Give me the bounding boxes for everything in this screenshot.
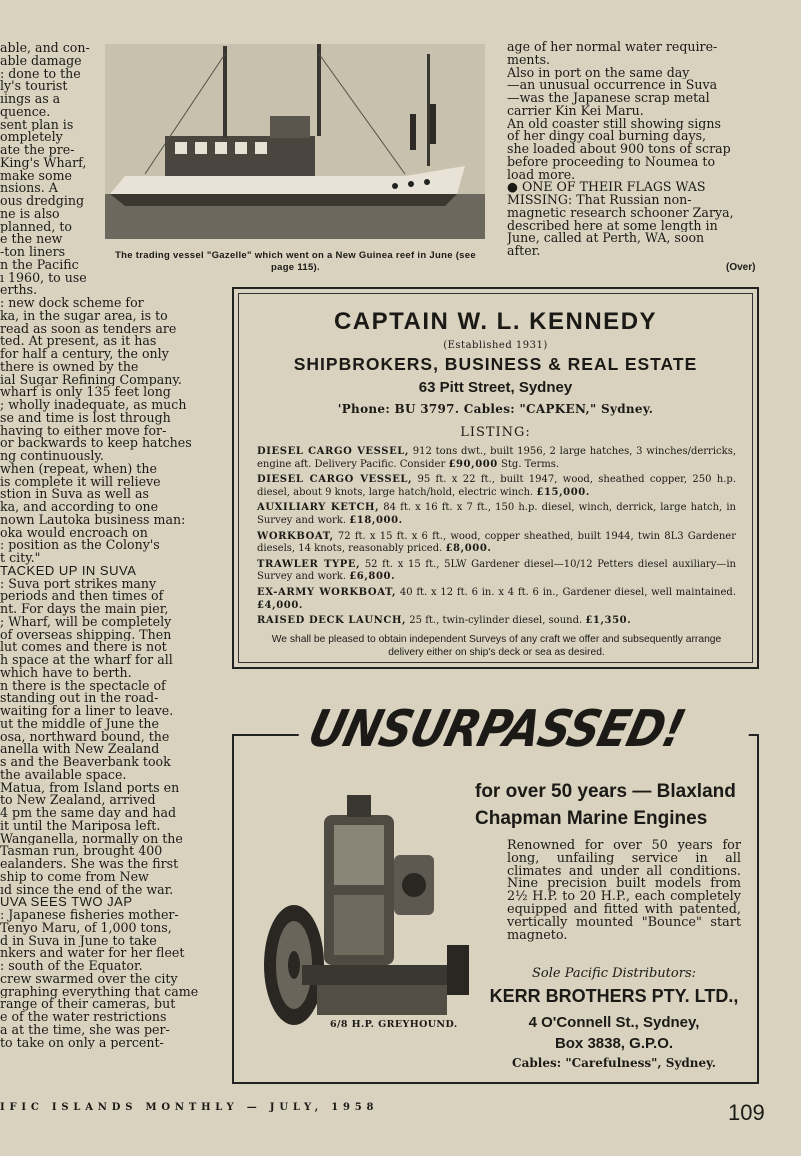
- text-line: h space at the wharf for all: [0, 654, 173, 667]
- text-line: t city.": [0, 552, 41, 565]
- listing-item-text: 84 ft. x 16 ft. x 7 ft., 150 h.p. diesel, winch, derrick, large hatch, in Survey and work.: [257, 502, 736, 526]
- text-line: ship to come from New: [0, 870, 149, 884]
- distributor-firm: KERR BROTHERS PTY. LTD.,: [489, 986, 739, 1006]
- text-line: ous dredging: [0, 195, 85, 208]
- text-line: d in Suva in June to take: [0, 934, 157, 948]
- right-column: [507, 41, 761, 258]
- text-line: make some: [0, 169, 72, 183]
- page-number: 109: [728, 1100, 765, 1125]
- engine-illustration: [262, 795, 477, 1030]
- listing-item: [257, 559, 736, 584]
- text-line: it until the Mariposa left.: [0, 819, 161, 833]
- text-line: ate the pre-: [0, 144, 75, 157]
- listing-item-title: DIESEL CARGO VESSEL,: [257, 474, 413, 486]
- listing-item-title: TRAWLER TYPE,: [257, 558, 361, 570]
- listing-item-title: AUXILIARY KETCH,: [257, 502, 380, 514]
- listing-item-price: £8,000.: [445, 543, 492, 555]
- text-line: when (repeat, when) the: [0, 462, 157, 476]
- kennedy-phone: 'Phone: BU 3797. Cables: "CAPKEN," Sydney.: [337, 402, 654, 416]
- listing-item: [257, 502, 736, 527]
- text-line: to New Zealand, arrived: [0, 794, 156, 807]
- text-line: age of her normal water require-: [507, 41, 718, 54]
- text-line: : Japanese fisheries mother-: [0, 909, 179, 922]
- text-line: ments.: [507, 53, 551, 67]
- text-line: range of their cameras, but: [0, 998, 176, 1011]
- text-line: ● ONE OF THEIR FLAGS WAS: [507, 181, 706, 194]
- listing-item-title: DIESEL CARGO VESSEL,: [257, 446, 410, 457]
- text-line: read as soon as tenders are: [0, 322, 177, 336]
- text-line: lut comes and there is not: [0, 641, 167, 654]
- blaxland-subhead-line1: for over 50 years — Blaxland: [475, 781, 736, 802]
- text-line: there is owned by the: [0, 360, 139, 374]
- text-line: ı 1960, to use: [0, 271, 87, 285]
- listing-item-text: 95 ft. x 22 ft., built 1947, wood, sheathed copper, 250 h.p. diesel, about 9 knots, large hatch/hold, electric winch.: [257, 474, 736, 498]
- text-line: able damage: [0, 54, 82, 68]
- text-line: ted. At present, as it has: [0, 335, 157, 348]
- text-line: planned, to: [0, 220, 72, 234]
- kennedy-listing: [257, 446, 736, 631]
- text-line: a at the time, she was per-: [0, 1023, 170, 1037]
- kennedy-address: 63 Pitt Street, Sydney: [418, 379, 573, 396]
- blaxland-subhead-line2: Chapman Marine Engines: [475, 808, 708, 829]
- text-line: -ton liners: [0, 246, 66, 259]
- distributor-address-line2: Box 3838, G.P.O.: [554, 1035, 674, 1052]
- text-line: sent plan is: [0, 118, 74, 132]
- text-line: crew swarmed over the city: [0, 972, 178, 986]
- text-line: graphing everything that came: [0, 985, 199, 999]
- distributor-address: [480, 1012, 748, 1054]
- text-line: n there is the spectacle of: [0, 679, 166, 693]
- text-line: wharf is only 135 feet long: [0, 386, 171, 399]
- text-line: ıd since the end of the war.: [0, 883, 174, 897]
- text-line: carrier Kin Kei Maru.: [507, 104, 644, 118]
- text-line: to take on only a percent-: [0, 1036, 164, 1050]
- text-line: —was the Japanese scrap metal: [507, 92, 710, 105]
- text-line: of her dingy coal burning days,: [507, 130, 707, 143]
- text-line: of overseas shipping. Then: [0, 628, 172, 642]
- section-heading: TACKED UP IN SUVA: [0, 562, 137, 578]
- listing-item-text: 25 ft., twin-cylinder diesel, sound.: [406, 615, 586, 627]
- kennedy-business-line: SHIPBROKERS, BUSINESS & REAL ESTATE: [293, 354, 698, 374]
- text-line: ka, and according to one: [0, 501, 159, 514]
- text-line: magnetic research schooner Zarya,: [507, 206, 734, 220]
- text-line: periods and then times of: [0, 590, 164, 603]
- text-line: having to either move for-: [0, 424, 167, 438]
- section-heading: UVA SEES TWO JAP: [0, 894, 133, 910]
- text-line: ka, in the sugar area, is to: [0, 309, 168, 323]
- listing-item-text: 912 tons dwt., built 1956, 2 large hatches, 3 winches/derricks, engine aft. Delivery Pacific. Consider: [257, 446, 737, 470]
- distributor-cables: Cables: "Carefulness", Sydney.: [512, 1056, 716, 1070]
- text-line: n the Pacific: [0, 258, 79, 272]
- text-line: June, called at Perth, WA, soon: [507, 232, 705, 245]
- kennedy-listing-label: LISTING:: [460, 425, 531, 440]
- listing-item-text: 72 ft. x 15 ft. x 6 ft., wood, copper sheathed, built 1944, twin 8L3 Gardener diesels, 14 knots, reasonably priced.: [257, 530, 736, 555]
- text-line: e the new: [0, 233, 63, 246]
- listing-item: [257, 587, 736, 612]
- listing-item-price: £18,000.: [349, 514, 403, 526]
- listing-item-tail: Stg. Terms.: [497, 458, 560, 470]
- distributor-address-line1: 4 O'Connell St., Sydney,: [528, 1014, 700, 1031]
- kennedy-footer: We shall be pleased to obtain independent Surveys of any craft we offer and subsequently arrange delivery either on ship's deck or sea as desired.: [271, 634, 722, 658]
- text-line: : position as the Colony's: [0, 539, 160, 552]
- listing-item: [257, 615, 736, 628]
- text-line: ealanders. She was the first: [0, 858, 179, 871]
- listing-item-price: £1,350.: [585, 615, 632, 627]
- text-line: MISSING: That Russian non-: [507, 194, 692, 207]
- text-line: the available space.: [0, 768, 127, 782]
- text-line: nsions. A: [0, 182, 58, 195]
- text-line: se and time is lost through: [0, 411, 171, 425]
- text-line: : Suva port strikes many: [0, 577, 157, 591]
- text-line: load more.: [507, 168, 576, 182]
- kennedy-advertisement: [232, 287, 759, 669]
- text-line: before proceeding to Noumea to: [507, 155, 716, 169]
- text-line: Tenyo Maru, of 1,000 tons,: [0, 921, 172, 935]
- text-line: 4 pm the same day and had: [0, 807, 177, 820]
- text-line: An old coaster still showing signs: [507, 117, 721, 131]
- left-column-top: [0, 42, 96, 297]
- listing-item-price: £6,800.: [349, 571, 396, 583]
- blaxland-body: Renowned for over 50 years for long, unfailing service in all climates and under all conditions. Nine precision built models from 2½ H.P. to 20 H.P., each completely equipped and fitted with patented, vertically mounted "Bounce" start magneto.: [507, 838, 741, 943]
- text-line: Matua, from Island ports en: [0, 781, 180, 795]
- listing-item-title: WORKBOAT,: [257, 530, 334, 542]
- text-line: ut the middle of June the: [0, 717, 159, 731]
- blaxland-subhead: [475, 778, 755, 832]
- listing-item-text: 40 ft. x 12 ft. 6 in. x 4 ft. 6 in., Gardener diesel, well maintained.: [396, 586, 736, 598]
- engine-label: 6/8 H.P. GREYHOUND.: [330, 1019, 458, 1030]
- text-line: after.: [507, 245, 541, 258]
- listing-item-title: EX-ARMY WORKBOAT,: [257, 586, 397, 598]
- text-line: nown Lautoka business man:: [0, 513, 186, 527]
- listing-item-price: £90,000: [448, 458, 498, 470]
- listing-item: [257, 446, 736, 471]
- text-line: erths.: [0, 284, 38, 297]
- text-line: ; Wharf, will be completely: [0, 615, 172, 629]
- text-line: ıings as a: [0, 93, 61, 106]
- text-line: Also in port on the same day: [507, 66, 690, 80]
- running-head: IFIC ISLANDS MONTHLY — JULY, 1958: [0, 1102, 379, 1113]
- text-line: anella with New Zealand: [0, 743, 160, 756]
- photo-caption: The trading vessel "Gazelle" which went on a New Guinea reef in June (see page 115).: [115, 250, 476, 273]
- text-line: osa, northward bound, the: [0, 730, 170, 744]
- text-line: which have to berth.: [0, 666, 132, 680]
- text-line: ne is also: [0, 207, 60, 221]
- text-line: ly's tourist: [0, 80, 68, 93]
- text-line: ial Sugar Refining Company.: [0, 373, 182, 387]
- kennedy-established: (Established 1931): [443, 340, 548, 351]
- listing-item-title: RAISED DECK LAUNCH,: [257, 615, 407, 627]
- text-line: oka would encroach on: [0, 526, 148, 540]
- text-line: ; wholly inadequate, as much: [0, 399, 187, 412]
- text-line: ompletely: [0, 131, 63, 144]
- kennedy-name: CAPTAIN W. L. KENNEDY: [333, 308, 658, 335]
- text-line: King's Wharf,: [0, 156, 87, 170]
- text-line: stion in Suva as well as: [0, 488, 149, 501]
- text-line: quence.: [0, 105, 51, 119]
- listing-item-text: 52 ft. x 15 ft., 5LW Gardener diesel—10/12 Petters diesel auxiliary—in Survey and work.: [257, 558, 736, 583]
- text-line: ng continuously.: [0, 450, 104, 463]
- text-line: Wanganella, normally on the: [0, 832, 183, 846]
- text-line: nkers and water for her fleet: [0, 947, 185, 960]
- text-line: she loaded about 900 tons of scrap: [507, 143, 731, 156]
- text-line: e of the water restrictions: [0, 1011, 167, 1024]
- text-line: able, and con-: [0, 42, 90, 55]
- text-line: : new dock scheme for: [0, 297, 144, 310]
- distributors-label: Sole Pacific Distributors:: [531, 966, 696, 981]
- listing-item: [257, 531, 736, 556]
- listing-item-price: £4,000.: [257, 599, 303, 611]
- text-line: nt. For days the main pier,: [0, 603, 169, 616]
- text-line: : south of the Equator.: [0, 960, 143, 973]
- text-line: —an unusual occurrence in Suva: [507, 79, 718, 92]
- text-line: is complete it will relieve: [0, 475, 161, 489]
- text-line: s and the Beaverbank took: [0, 756, 171, 769]
- listing-item: [257, 474, 736, 499]
- text-line: standing out in the road-: [0, 692, 159, 705]
- text-line: Tasman run, brought 400: [0, 845, 163, 858]
- ship-photo: [105, 44, 485, 239]
- text-line: described here at some length in: [507, 219, 718, 233]
- text-line: or backwards to keep hatches: [0, 437, 192, 450]
- over-label: (Over): [726, 262, 756, 273]
- listing-item-price: £15,000.: [536, 486, 590, 498]
- text-line: for half a century, the only: [0, 348, 169, 361]
- left-column-main: [0, 297, 213, 1049]
- unsurpassed-headline: UNSURPASSED!: [289, 684, 762, 776]
- text-line: : done to the: [0, 67, 81, 81]
- text-line: waiting for a liner to leave.: [0, 705, 174, 718]
